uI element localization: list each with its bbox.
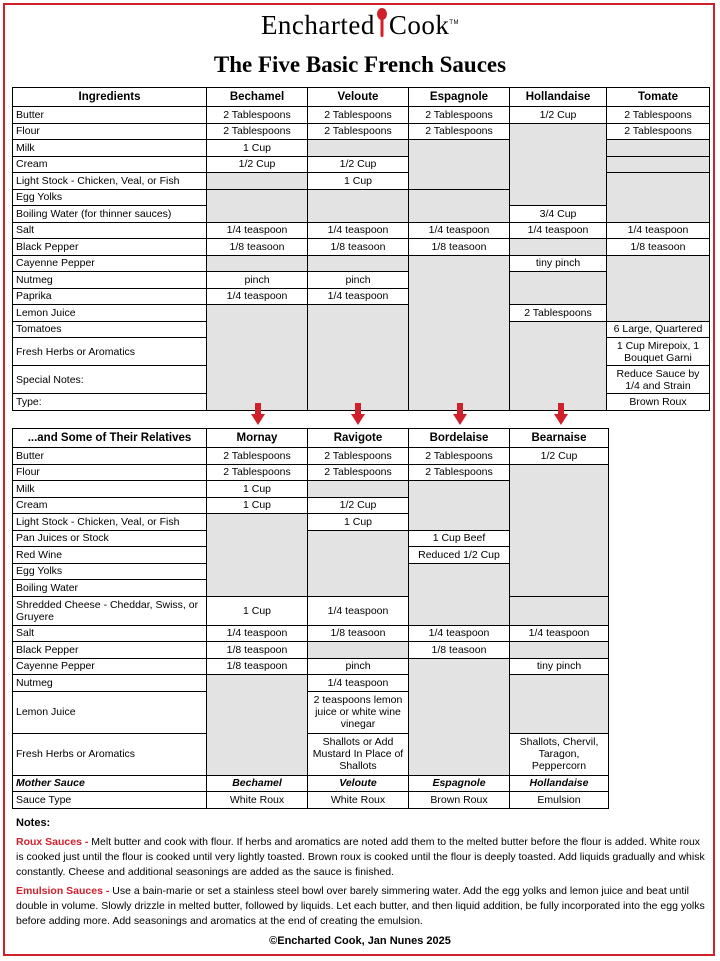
arrow-down-icon (554, 403, 568, 425)
empty-cell (308, 305, 409, 411)
empty-cell (409, 658, 510, 775)
table-row (13, 448, 609, 465)
spoon-icon (376, 8, 388, 38)
ingredient-label: Mother Sauce (13, 775, 207, 792)
ingredient-label: Milk (13, 140, 207, 157)
ingredient-label: Milk (13, 481, 207, 498)
emulsion-note (16, 884, 706, 929)
ingredient-label: Sauce Type (13, 792, 207, 809)
sauce-cell: 1/8 teasoon (607, 239, 710, 256)
empty-cell (510, 596, 609, 625)
sauce-cell: Veloute (308, 775, 409, 792)
ingredient-label: Cayenne Pepper (13, 255, 207, 272)
notes-heading: Notes: (16, 817, 51, 829)
ingredient-label: Black Pepper (13, 239, 207, 256)
brand-left: Encharted (260, 10, 375, 40)
sauce-cell: tiny pinch (510, 255, 607, 272)
ingredient-label: Light Stock - Chicken, Veal, or Fish (13, 514, 207, 531)
copyright-footer: ©Encharted Cook, Jan Nunes 2025 (269, 935, 451, 947)
sauce-cell: tiny pinch (510, 658, 609, 675)
empty-cell (308, 481, 409, 498)
ingredient-label: Tomatoes (13, 321, 207, 338)
table-row (13, 792, 609, 809)
empty-cell (207, 675, 308, 776)
ingredient-label: Butter (13, 107, 207, 124)
sauce-cell: 2 Tablespoons (607, 123, 710, 140)
brand-logo (0, 8, 720, 41)
column-header-tomate: Tomate (607, 88, 710, 107)
empty-cell (308, 255, 409, 272)
sauce-cell: 1/8 teasoon (308, 239, 409, 256)
sauce-cell: 1 Cup (308, 173, 409, 190)
table-row (13, 596, 609, 625)
sauce-cell: 1 Cup Mirepoix, 1 Bouquet Garni (607, 338, 710, 366)
sauce-cell: White Roux (308, 792, 409, 809)
ingredient-label: Special Notes: (13, 366, 207, 394)
arrow-down-icon (251, 403, 265, 425)
sauce-cell: 1/4 teaspoon (409, 625, 510, 642)
roux-text: Melt butter and cook with flour. If herbs and aromatics are noted add them to the melted butter before the flour is added. White roux is cooked just until the flour is cooked until very lightly toasted. Brown roux is cooked until the flour is deeply toasted. Add liquids gradually and whisk constantly. Cheese and additional seasonings are added as the sauce is finished. (16, 836, 705, 878)
sauce-cell: 1/4 teaspoon (207, 222, 308, 239)
ingredient-label: Flour (13, 464, 207, 481)
empty-cell (510, 642, 609, 659)
sauce-cell: 1/8 teaspoon (207, 642, 308, 659)
sauce-cell: Reduced 1/2 Cup (409, 547, 510, 564)
table-row (13, 675, 609, 692)
sauce-cell: 1/4 teaspoon (308, 288, 409, 305)
roux-note (16, 835, 706, 880)
sauce-cell: 2 Tablespoons (409, 107, 510, 124)
sauce-cell: White Roux (207, 792, 308, 809)
sauce-cell: Brown Roux (409, 792, 510, 809)
ingredient-label: Fresh Herbs or Aromatics (13, 338, 207, 366)
sauce-cell: 1/8 teasoon (409, 239, 510, 256)
ingredient-label: Cream (13, 497, 207, 514)
ingredient-label: Boiling Water (13, 580, 207, 597)
ingredient-label: Fresh Herbs or Aromatics (13, 733, 207, 775)
sauce-cell: 2 Tablespoons (409, 448, 510, 465)
mother-sauces-table (12, 87, 710, 411)
sauce-cell: 1/4 teaspoon (308, 596, 409, 625)
empty-cell (308, 642, 409, 659)
column-header-bearnaise: Bearnaise (510, 429, 609, 448)
roux-label: Roux Sauces - (16, 836, 89, 848)
ingredient-label: Red Wine (13, 547, 207, 564)
arrow-down-icon (351, 403, 365, 425)
empty-cell (607, 140, 710, 157)
ingredient-label: Nutmeg (13, 272, 207, 289)
emulsion-label: Emulsion Sauces - (16, 885, 110, 897)
table-row (13, 305, 710, 322)
ingredient-label: Paprika (13, 288, 207, 305)
ingredient-label: Egg Yolks (13, 189, 207, 206)
empty-cell (510, 675, 609, 734)
empty-cell (607, 255, 710, 321)
sauce-cell: Emulsion (510, 792, 609, 809)
table-row (13, 107, 710, 124)
table-row (13, 658, 609, 675)
table-row (13, 255, 710, 272)
page-title: The Five Basic French Sauces (213, 52, 507, 77)
ingredient-label: Boiling Water (for thinner sauces) (13, 206, 207, 223)
sauce-cell: 2 Tablespoons (409, 464, 510, 481)
sauce-cell: 6 Large, Quartered (607, 321, 710, 338)
table-row (13, 123, 710, 140)
empty-cell (207, 189, 308, 222)
sauce-cell: 2 Tablespoons (409, 123, 510, 140)
sauce-cell: Brown Roux (607, 394, 710, 411)
sauce-cell: Bechamel (207, 775, 308, 792)
sauce-cell: 2 Tablespoons (308, 107, 409, 124)
ingredient-label: Lemon Juice (13, 305, 207, 322)
empty-cell (308, 530, 409, 596)
empty-cell (409, 563, 510, 625)
sauce-cell: 2 Tablespoons (308, 464, 409, 481)
empty-cell (409, 481, 510, 531)
sauce-cell: Reduce Sauce by 1/4 and Strain (607, 366, 710, 394)
ingredient-label: Butter (13, 448, 207, 465)
ingredient-label: Cream (13, 156, 207, 173)
sauce-cell: 1/8 teaspoon (207, 658, 308, 675)
table-row (13, 642, 609, 659)
brand-right: Cook (388, 10, 450, 40)
empty-cell (510, 464, 609, 596)
empty-cell (607, 156, 710, 173)
sauce-cell: 1/2 Cup (510, 107, 607, 124)
empty-cell (308, 189, 409, 222)
empty-cell (510, 239, 607, 256)
ingredients-header: ...and Some of Their Relatives (13, 429, 207, 448)
ingredient-label: Salt (13, 222, 207, 239)
sauce-cell: 1 Cup (207, 596, 308, 625)
sauce-cell: 1/4 teaspoon (607, 222, 710, 239)
sauce-cell: 1/2 Cup (207, 156, 308, 173)
table-row (13, 239, 710, 256)
column-header-hollandaise: Hollandaise (510, 88, 607, 107)
sauce-cell: pinch (207, 272, 308, 289)
sauce-cell: 1 Cup (207, 481, 308, 498)
sauce-cell: 1/4 teaspoon (308, 675, 409, 692)
column-header-espagnole: Espagnole (409, 88, 510, 107)
sauce-cell: 1/2 Cup (308, 156, 409, 173)
notes-section (16, 816, 706, 929)
ingredient-label: Lemon Juice (13, 691, 207, 733)
empty-cell (510, 123, 607, 206)
sauce-cell: 1/2 Cup (308, 497, 409, 514)
sauce-cell: 1/8 teasoon (207, 239, 308, 256)
ingredient-label: Egg Yolks (13, 563, 207, 580)
sauce-cell: 2 Tablespoons (207, 123, 308, 140)
ingredient-label: Black Pepper (13, 642, 207, 659)
empty-cell (409, 189, 510, 222)
ingredient-label: Nutmeg (13, 675, 207, 692)
table-row (13, 464, 609, 481)
arrow-down-icon (453, 403, 467, 425)
sauce-cell: 1/4 teaspoon (409, 222, 510, 239)
sauce-cell: 3/4 Cup (510, 206, 607, 223)
empty-cell (207, 514, 308, 597)
emulsion-text: Use a bain-marie or set a stainless steel bowl over barely simmering water. Add the egg yolks and lemon juice and beat until double in volume. Slowly drizzle in melted butter, followed by liquids. Let each butter, and then liquid addition, be fully incorporated into the egg yolks before adding more. Add seasonings and aromatics at the end of creating the emulsion. (16, 885, 705, 927)
sauce-cell: 1/4 teaspoon (207, 288, 308, 305)
ingredient-label: Light Stock - Chicken, Veal, or Fish (13, 173, 207, 190)
sauce-cell: 1/2 Cup (510, 448, 609, 465)
sauce-cell: 1 Cup (308, 514, 409, 531)
column-header-ravigote: Ravigote (308, 429, 409, 448)
sauce-cell: 2 teaspoons lemon juice or white wine vinegar (308, 691, 409, 733)
ingredient-label: Shredded Cheese - Cheddar, Swiss, or Gruyere (13, 596, 207, 625)
relatives-table (12, 428, 609, 809)
sauce-cell: 1 Cup (207, 140, 308, 157)
sauce-cell: pinch (308, 272, 409, 289)
sauce-cell: Hollandaise (510, 775, 609, 792)
sauce-cell: 2 Tablespoons (607, 107, 710, 124)
sauce-cell: pinch (308, 658, 409, 675)
ingredient-label: Salt (13, 625, 207, 642)
empty-cell (207, 305, 308, 411)
sauce-cell: 1 Cup Beef (409, 530, 510, 547)
sauce-cell: 2 Tablespoons (207, 464, 308, 481)
sauce-cell: Espagnole (409, 775, 510, 792)
ingredient-label: Cayenne Pepper (13, 658, 207, 675)
sauce-cell: 1/4 teaspoon (510, 222, 607, 239)
column-header-veloute: Veloute (308, 88, 409, 107)
sauce-cell: 1/8 teasoon (308, 625, 409, 642)
table-row (13, 775, 609, 792)
sauce-cell: 1/4 teaspoon (510, 625, 609, 642)
sauce-cell: Shallots, Chervil, Taragon, Peppercorn (510, 733, 609, 775)
sauce-cell: 1/4 teaspoon (207, 625, 308, 642)
empty-cell (409, 140, 510, 190)
trademark: TM (449, 20, 460, 26)
column-header-mornay: Mornay (207, 429, 308, 448)
table-row (13, 733, 609, 775)
table-row (13, 222, 710, 239)
column-header-bechamel: Bechamel (207, 88, 308, 107)
empty-cell (607, 173, 710, 223)
column-header-bordelaise: Bordelaise (409, 429, 510, 448)
sauce-cell: 1/4 teaspoon (308, 222, 409, 239)
sauce-cell: Shallots or Add Mustard In Place of Shallots (308, 733, 409, 775)
sauce-cell: 2 Tablespoons (510, 305, 607, 322)
sauce-cell: 2 Tablespoons (207, 107, 308, 124)
ingredient-label: Flour (13, 123, 207, 140)
ingredients-header: Ingredients (13, 88, 207, 107)
empty-cell (510, 321, 607, 410)
empty-cell (510, 272, 607, 305)
sauce-cell: 1/8 teasoon (409, 642, 510, 659)
empty-cell (207, 173, 308, 190)
ingredient-label: Pan Juices or Stock (13, 530, 207, 547)
empty-cell (207, 255, 308, 272)
empty-cell (409, 255, 510, 410)
sauce-cell: 2 Tablespoons (207, 448, 308, 465)
table-row (13, 272, 710, 289)
empty-cell (308, 140, 409, 157)
table-row (13, 625, 609, 642)
sauce-cell: 2 Tablespoons (308, 123, 409, 140)
sauce-cell: 1 Cup (207, 497, 308, 514)
sauce-cell: 2 Tablespoons (308, 448, 409, 465)
ingredient-label: Type: (13, 394, 207, 411)
